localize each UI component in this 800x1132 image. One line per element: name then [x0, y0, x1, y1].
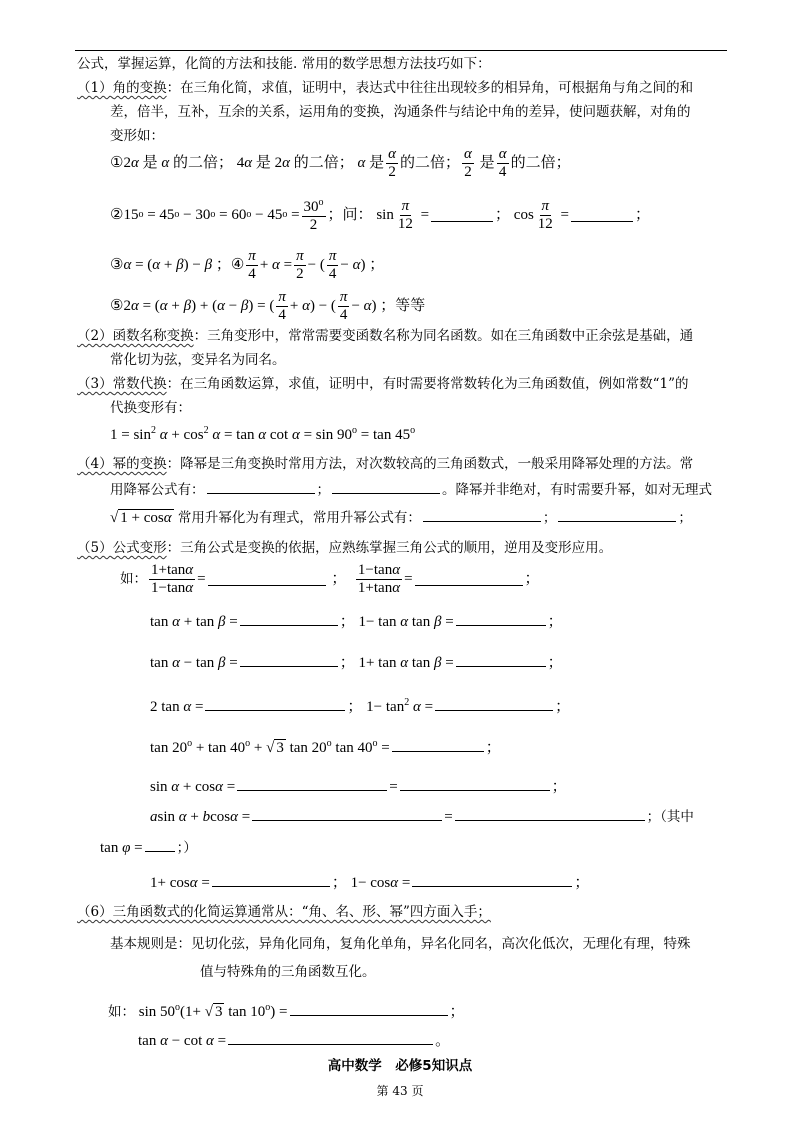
formula-ratio: 如： $\frac{1+\tan\alpha}{1-\tan\alpha}$ = ； $\frac{1-\tan\alpha}{1+\tan\alpha}$ = ；	[120, 562, 540, 596]
text-shi: 是	[255, 155, 271, 171]
example-3-marker: ③	[110, 257, 124, 273]
answer-blank[interactable]	[240, 653, 338, 667]
fraction: $\frac{\pi}{4}$	[328, 248, 337, 282]
fraction: $\frac{1-\tan\alpha}{1+\tan\alpha}$	[357, 562, 401, 596]
section-4-line-1	[77, 456, 693, 472]
fraction: $\frac{30^o}{2}$	[303, 197, 324, 233]
answer-blank[interactable]	[332, 480, 440, 494]
fraction: $\frac{1+\tan\alpha}{1-\tan\alpha}$	[151, 562, 194, 596]
section-2-line-1	[77, 328, 693, 344]
text-double: 的二倍；	[293, 155, 354, 171]
example-1-marker: ①	[110, 155, 124, 171]
section-2-title: 函数名称变换	[112, 328, 194, 344]
example-2-marker: ②	[110, 207, 124, 223]
section-3-line-2: 代换变形有：	[110, 400, 191, 416]
answer-blank[interactable]	[290, 1002, 448, 1016]
section-5-text-1: ：三角公式是变换的依据，应熟练掌握三角公式的顺用，逆用及变形应用。	[166, 540, 613, 556]
fraction: $\frac{\alpha}{2}$	[388, 146, 397, 180]
section-4-text-1: ：降幂是三角变换时常用方法，对次数较高的三角函数式，一般采用降幂处理的方法。常	[166, 456, 694, 472]
fraction: $\frac{\pi}{4}$	[278, 289, 286, 323]
answer-blank[interactable]	[205, 697, 345, 711]
answer-blank[interactable]	[423, 508, 541, 522]
example-5-marker: ⑤	[110, 298, 124, 314]
fraction: $\frac{\pi}{12}$	[397, 198, 413, 232]
formula-tan-diff: tan α − tan β = ； 1+ tan α tan β = ；	[150, 655, 563, 671]
section-4-line-3: √ 1 + cosα 常用升幂化为有理式，常用升幂公式有： ； ；	[110, 510, 692, 526]
example-4-marker: ④	[230, 257, 245, 273]
section-6-line-1	[77, 904, 491, 920]
answer-blank[interactable]	[237, 777, 387, 791]
etc-label: ；等等	[380, 298, 426, 314]
section-4-text-2b: 。降幂并非绝对，有时需要升幂，如对无理式	[442, 482, 712, 498]
section-4-text-3: 常用升幂化为有理式，常用升幂公式有：	[177, 510, 421, 526]
formula-tan-phi: tan φ = ；）	[100, 840, 197, 856]
section-1-line-3: 变形如：	[110, 128, 164, 144]
example-2: ② 15 o = 45 o − 30 o = 60 o − 45 o = $\frac{30^o}{2}$ ；问： sin $\frac{\pi}{12}$ = ； cos $\frac{\pi}{12}$ = ；	[110, 197, 651, 233]
section-1-line-1	[77, 80, 693, 96]
example-3-4: ③ α = ( α + β ) − β ； ④ $\frac{\pi}{4}$ + α = $\frac{\pi}{2}$ − ( $\frac{\pi}{4}$ − α ) ；	[110, 248, 385, 282]
section-3-number: （3）	[77, 376, 113, 392]
qizhong-label: ；（其中	[646, 809, 694, 825]
answer-blank[interactable]	[456, 612, 546, 626]
section-5-line-1	[77, 540, 612, 556]
answer-blank[interactable]	[212, 873, 330, 887]
example-sin50: 如： $\sin 50^o(1+$ √ 3 $\tan 10^o$) = ；	[108, 1002, 465, 1020]
text-shi: 是	[479, 155, 495, 171]
fraction: $\frac{\alpha}{4}$	[498, 146, 507, 180]
text-double: 的二倍；	[400, 155, 461, 171]
answer-blank[interactable]	[571, 208, 633, 222]
formula-asin-bcos: asin α + bcosα = = ；（其中	[150, 809, 694, 825]
text-shi: 是	[369, 155, 385, 171]
fraction: $\frac{\pi}{4}$	[248, 248, 256, 282]
section-2-line-2: 常化切为弦，变异名为同名。	[110, 352, 286, 368]
formula-double-tan: 2 tan α = ； $1- \tan^2 \alpha$ = ；	[150, 697, 571, 715]
identity-one: $1 = \sin^2 \alpha + \cos^2 \alpha = \tan \alpha$ $\cot \alpha = \sin 90^o = \tan 45^o$	[110, 425, 416, 443]
example-tan-cot: tan α − cot α = 。	[138, 1033, 451, 1049]
ask-label: ；问：	[327, 207, 373, 223]
example-1: ① 2 α 是 α 的二倍； 4 α 是 2 α 的二倍； α 是 $\frac{\alpha}{2}$ 的二倍； $\frac{\alpha}{2}$ 是 $\frac{\alpha}{4}$ 的二倍；	[110, 146, 571, 180]
example-5: ⑤ 2 α = ( α + β ) + ( α − β ) = ( $\frac{\pi}{4}$ + α ) − ( $\frac{\pi}{4}$ − α ) ；等等	[110, 289, 426, 323]
answer-blank[interactable]	[431, 208, 493, 222]
formula-sin-plus-cos: sin α + cosα = = ；	[150, 779, 567, 795]
intro-line: 公式，掌握运算，化简的方法和技能. 常用的数学思想方法技巧如下：	[77, 56, 491, 72]
section-1-title: 角的变换	[112, 80, 167, 96]
answer-blank[interactable]	[240, 612, 338, 626]
fraction: $\frac{\pi}{2}$	[296, 248, 304, 282]
formula-one-cos: 1+ cosα = ； 1− cosα = ；	[150, 875, 590, 891]
fraction: $\frac{\pi}{12}$	[537, 198, 553, 232]
answer-blank[interactable]	[207, 480, 315, 494]
text-double: 的二倍；	[172, 155, 233, 171]
paren-end-label: ；）	[176, 840, 197, 856]
answer-blank[interactable]	[392, 738, 484, 752]
section-5-title: 公式变形	[112, 540, 167, 556]
section-6-title: 三角函数式的化简运算通常从：“角、名、形、幂”四方面入手；	[112, 904, 491, 920]
section-6-number: （6）	[77, 904, 113, 920]
formula-tan20-40: $\tan 20^o + \tan 40^o$ + √ 3 tan 20$^o$ $\tan 40^o$ = ；	[150, 738, 501, 756]
text-double: 的二倍；	[510, 155, 571, 171]
answer-blank[interactable]	[145, 838, 175, 852]
answer-blank[interactable]	[228, 1031, 433, 1045]
section-4-text-2a: 用降幂公式有：	[110, 482, 205, 498]
answer-blank[interactable]	[558, 508, 676, 522]
footer-title: 高中数学 必修5知识点	[327, 1058, 473, 1074]
section-6-rule-2: 值与特殊角的三角函数互化。	[200, 964, 376, 980]
section-5-number: （5）	[77, 540, 113, 556]
formula-tan-sum: tan α + tan β = ； 1− tan α tan β = ；	[150, 614, 563, 630]
section-1-text-1: ：在三角化简，求值，证明中，表达式中往往出现较多的相异角，可根据角与角之间的和	[166, 80, 694, 96]
section-6-rule-1: 基本规则是：见切化弦，异角化同角，复角化单角，异名化同名，高次化低次，无理化有理，特殊	[110, 936, 691, 952]
section-2-number: （2）	[77, 328, 113, 344]
section-4-title: 幂的变换	[112, 456, 167, 472]
section-1-number: （1）	[77, 80, 113, 96]
section-1-line-2: 差，倍半，互补，互余的关系，运用角的变换，沟通条件与结论中角的差异，使问题获解，对角的	[110, 104, 691, 120]
fraction: $\frac{\alpha}{2}$	[464, 146, 472, 180]
section-3-text-1: ：在三角函数运算，求值，证明中，有时需要将常数转化为三角函数值，例如常数“1”的	[166, 376, 689, 392]
top-rule	[75, 50, 727, 51]
ru-label: 如：	[108, 1004, 135, 1020]
answer-blank[interactable]	[400, 777, 550, 791]
text-shi: 是	[142, 155, 158, 171]
answer-blank[interactable]	[456, 653, 546, 667]
section-3-line-1	[77, 376, 689, 392]
fraction: $\frac{\pi}{4}$	[339, 289, 348, 323]
ru-label: 如：	[120, 570, 147, 587]
section-2-text-1: ：三角变形中，常常需要变函数名称为同名函数。如在三角函数中正余弦是基础，通	[193, 328, 694, 344]
section-3-title: 常数代换	[112, 376, 167, 392]
answer-blank[interactable]	[455, 807, 645, 821]
answer-blank[interactable]	[208, 572, 326, 586]
page-number: 第 43 页	[376, 1084, 424, 1098]
section-4-number: （4）	[77, 456, 113, 472]
answer-blank[interactable]	[252, 807, 442, 821]
section-4-line-2: 用降幂公式有： ； 。降幂并非绝对，有时需要升幂，如对无理式	[110, 482, 712, 498]
answer-blank[interactable]	[412, 873, 572, 887]
answer-blank[interactable]	[415, 572, 523, 586]
answer-blank[interactable]	[435, 697, 553, 711]
